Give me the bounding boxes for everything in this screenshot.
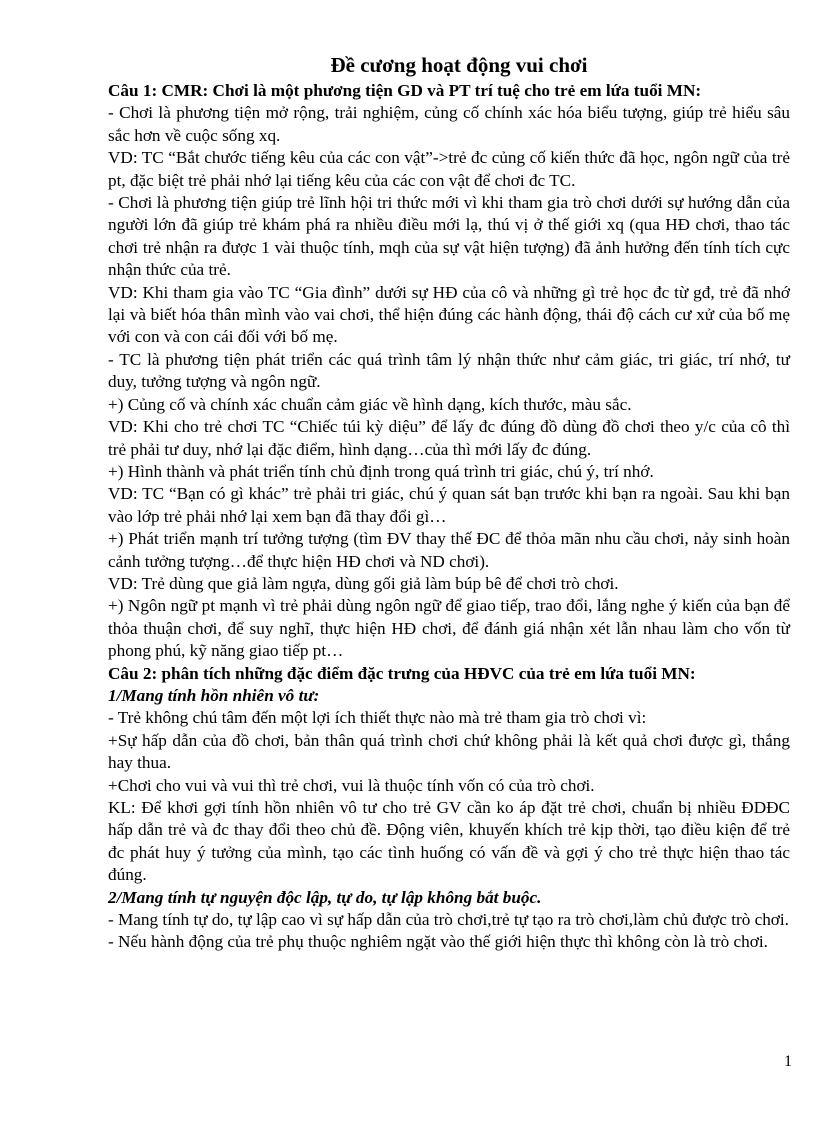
paragraph: +Chơi cho vui và vui thì trẻ chơi, vui là thuộc tính vốn có của trò chơi. (108, 775, 595, 795)
section-heading: Câu 1: CMR: Chơi là một phương tiện GD và PT trí tuệ cho trẻ em lứa tuổi MN: (108, 81, 702, 100)
paragraph-list (108, 80, 790, 954)
paragraph: - TC là phương tiện phát triển các quá trình tâm lý nhận thức như cảm giác, tri giác, trí nhớ, tư duy, tưởng tượng và ngôn ngữ. (108, 349, 790, 392)
paragraph: VD: Khi tham gia vào TC “Gia đình” dưới sự HĐ của cô và những gì trẻ học đc từ gđ, trẻ đã nhớ lại và biết hóa thân mình vào vai chơi, thể hiện đúng các hành động, thái độ cách cư xử của bố mẹ với con và con cái đối với bố mẹ. (108, 282, 790, 347)
paragraph: +) Ngôn ngữ pt mạnh vì trẻ phải dùng ngôn ngữ để giao tiếp, trao đổi, lắng nghe ý kiến của bạn để thỏa thuận chơi, để suy nghĩ, thực hiện HĐ chơi, để đánh giá nhận xét lẫn nhau làm cho vốn từ phong phú, kỹ năng giao tiếp pt… (108, 596, 790, 661)
paragraph: KL: Để khơi gợi tính hồn nhiên vô tư cho trẻ GV cần ko áp đặt trẻ chơi, chuẩn bị nhiều ĐDĐC hấp dẫn trẻ và đc thay đổi theo chủ đề. Động viên, khuyến khích trẻ kịp thời, tạo điều kiện để trẻ đc phát huy ý tưởng của mình, tạo các tình huống có vấn đề và gợi ý cho trẻ thực hiện thao tác đúng. (108, 798, 790, 885)
paragraph: - Nếu hành động của trẻ phụ thuộc nghiêm ngặt vào thế giới hiện thực thì không còn là trò chơi. (108, 932, 768, 952)
paragraph: - Chơi là phương tiện giúp trẻ lĩnh hội tri thức mới vì khi tham gia trò chơi dưới sự hướng dẫn của người lớn đã giúp trẻ khám phá ra nhiều điều mới lạ, thú vị ở thế giới xq (qua HĐ chơi, thao tác chơi trẻ nhận ra được 1 vài thuộc tính, mqh của sự vật hiện tượng) đã ảnh hưởng đến tính tích cực nhận thức của trẻ. (108, 193, 790, 280)
document-body (108, 52, 790, 954)
section-heading: Câu 2: phân tích những đặc điểm đặc trưng của HĐVC của trẻ em lứa tuổi MN: (108, 663, 696, 683)
paragraph: - Chơi là phương tiện mở rộng, trải nghiệm, củng cố chính xác hóa biểu tượng, giúp trẻ hiểu sâu sắc hơn về cuộc sống xq. (108, 103, 790, 145)
paragraph: VD: Khi cho trẻ chơi TC “Chiếc túi kỳ diệu” để lấy đc đúng đồ dùng đồ chơi theo y/c của cô thì trẻ phải tư duy, nhớ lại đặc điểm, hình dạng…của thì mới lấy đc đúng. (108, 417, 790, 459)
paragraph: VD: Trẻ dùng que giả làm ngựa, dùng gối giả làm búp bê để chơi trò chơi. (108, 573, 619, 593)
section-heading: 1/Mang tính hồn nhiên vô tư: (108, 685, 320, 705)
paragraph: VD: TC “Bắt chước tiếng kêu của các con vật”->trẻ đc củng cố kiến thức đã học, ngôn ngữ của trẻ pt, đặc biệt trẻ phải nhớ lại tiếng kêu của các con vật để chơi đc TC. (108, 148, 790, 190)
paragraph: +) Phát triển mạnh trí tưởng tượng (tìm ĐV thay thế ĐC để thỏa mãn nhu cầu chơi, nảy sinh hoàn cảnh tưởng tượng…để thực hiện HĐ chơi và ND chơi). (108, 529, 790, 571)
paragraph: - Trẻ không chú tâm đến một lợi ích thiết thực nào mà trẻ tham gia trò chơi vì: (108, 708, 647, 728)
paragraph: +Sự hấp dẫn của đồ chơi, bản thân quá trình chơi chứ không phải là kết quả chơi được gì, thắng hay thua. (108, 730, 790, 773)
paragraph: +) Củng cố và chính xác chuẩn cảm giác về hình dạng, kích thước, màu sắc. (108, 394, 632, 414)
section-heading: 2/Mang tính tự nguyện độc lập, tự do, tự lập không bắt buộc. (108, 887, 542, 907)
paragraph: - Mang tính tự do, tự lập cao vì sự hấp dẫn của trò chơi,trẻ tự tạo ra trò chơi,làm chủ được trò chơi. (108, 910, 789, 930)
document-title: Đề cương hoạt động vui chơi (330, 53, 588, 77)
page-number: 1 (784, 1053, 792, 1070)
paragraph: +) Hình thành và phát triển tính chủ định trong quá trình tri giác, chú ý, trí nhớ. (108, 461, 654, 481)
paragraph: VD: TC “Bạn có gì khác” trẻ phải tri giác, chú ý quan sát bạn trước khi bạn ra ngoài. Sau khi bạn vào lớp trẻ phải nhớ lại xem bạn đã thay đổi gì… (108, 484, 790, 526)
